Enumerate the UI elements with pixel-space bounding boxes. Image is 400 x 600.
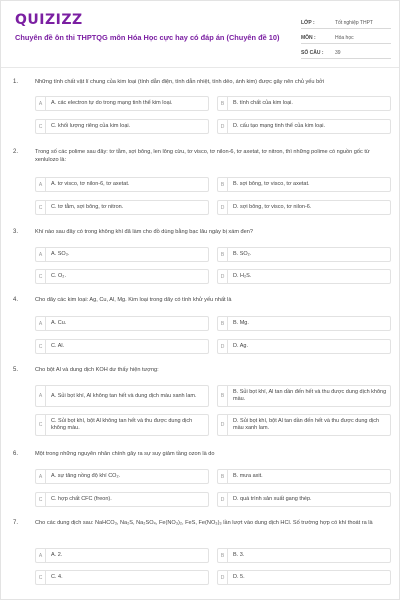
option-text: C. Al.: [51, 343, 65, 349]
option-c[interactable]: [35, 339, 209, 354]
meta-label: LỚP :: [301, 20, 315, 26]
meta-label: SỐ CÂU :: [301, 50, 324, 56]
question-number: 7.: [13, 520, 19, 526]
option-c[interactable]: [35, 570, 209, 585]
question-number: 2.: [13, 149, 19, 155]
question-number: 4.: [13, 297, 19, 303]
option-letter: C: [36, 571, 46, 584]
option-a[interactable]: [35, 177, 209, 192]
question-text: Trong số các polime sau đây: tơ tằm, sợi bông, len lông cừu, tơ visco, tơ nilon-6, tơ axetat, tơ nitron, thì những polime có nguồn gốc từ xenlulozo là:: [35, 149, 370, 163]
option-text: C. 4.: [51, 574, 63, 580]
meta-box: [301, 14, 391, 59]
option-letter: D: [218, 571, 228, 584]
option-letter: C: [36, 270, 46, 283]
meta-value: Hóa học: [335, 35, 354, 41]
option-letter: B: [218, 549, 228, 562]
question-number: 1.: [13, 79, 19, 85]
option-text: D. quá trình sản xuất gang thép.: [233, 496, 312, 502]
option-letter: D: [218, 340, 228, 353]
option-letter: A: [36, 317, 46, 330]
option-b[interactable]: [217, 247, 391, 262]
option-text: A. SO₃.: [51, 251, 70, 257]
option-letter: C: [36, 493, 46, 506]
question-text: Cho các dung dịch sau: NaHCO₃, Na₂S, Na₂SO₄, Fe(NO₃)₂, FeS, Fe(NO₃)₃ lần lượt vào dung dịch HCl. Số trường hợp có khí thoát ra là: [35, 520, 373, 526]
option-letter: B: [218, 248, 228, 261]
question-number: 5.: [13, 367, 19, 373]
option-letter: A: [36, 470, 46, 483]
option-text: B. Sủi bọt khí, Al tan dần đến hết và thu được dung dịch không màu.: [233, 389, 387, 402]
option-d[interactable]: [217, 339, 391, 354]
question-text: Khí nào sau đây có trong không khí đã làm cho đồ dùng bằng bạc lâu ngày bị xám đen?: [35, 229, 253, 235]
meta-value: Tốt nghiệp THPT: [335, 20, 373, 26]
option-text: A. sự tăng nồng độ khí CO₂.: [51, 473, 121, 479]
option-d[interactable]: [217, 414, 391, 436]
option-letter: A: [36, 97, 46, 110]
option-text: A. Sủi bọt khí, Al không tan hết và dung dịch màu xanh lam.: [51, 392, 197, 399]
option-c[interactable]: [35, 492, 209, 507]
option-letter: B: [218, 97, 228, 110]
meta-value: 39: [335, 50, 341, 56]
worksheet-header: [1, 1, 400, 63]
option-letter: D: [218, 415, 228, 435]
document-title: Chuyên đề ôn thi THPTQG môn Hóa Học cực hay có đáp án (Chuyên đề 10): [15, 33, 280, 42]
option-letter: C: [36, 120, 46, 133]
option-text: C. Sủi bọt khí, bột Al không tan hết và thu được dung dịch không màu.: [51, 418, 193, 431]
option-text: B. mưa axit.: [233, 473, 263, 479]
option-letter: A: [36, 248, 46, 261]
option-letter: A: [36, 549, 46, 562]
option-text: D. Sủi bọt khí, bột Al tan dần đến hết và thu được dung dịch màu xanh lam.: [233, 418, 380, 431]
option-text: A. tơ visco, tơ nilon-6, tơ axetat.: [51, 181, 130, 187]
option-c[interactable]: [35, 200, 209, 215]
option-letter: C: [36, 340, 46, 353]
question-text: Cho dãy các kim loại: Ag, Cu, Al, Mg. Kim loại trong dãy có tính khử yếu nhất là: [35, 297, 232, 303]
option-text: B. tính chất của kim loại.: [233, 100, 293, 106]
option-text: A. 2.: [51, 552, 63, 558]
option-letter: D: [218, 493, 228, 506]
question-text: Cho bột Al và dung dịch KOH dư thấy hiện tượng:: [35, 367, 159, 373]
option-text: D. cấu tạo mạng tinh thể của kim loại.: [233, 123, 326, 129]
option-a[interactable]: [35, 385, 209, 407]
header-divider: [1, 67, 400, 68]
option-letter: A: [36, 178, 46, 191]
option-letter: D: [218, 120, 228, 133]
option-text: B. Mg.: [233, 320, 249, 326]
option-a[interactable]: [35, 316, 209, 331]
option-b[interactable]: [217, 469, 391, 484]
meta-row-class: [301, 14, 391, 29]
option-d[interactable]: [217, 269, 391, 284]
option-letter: B: [218, 178, 228, 191]
option-text: D. 5.: [233, 574, 245, 580]
quizizz-logo: QUIZIZZ: [15, 12, 83, 28]
option-c[interactable]: [35, 414, 209, 436]
option-c[interactable]: [35, 119, 209, 134]
option-text: C. hợp chất CFC (freon).: [51, 496, 112, 502]
option-b[interactable]: [217, 385, 391, 407]
option-letter: C: [36, 201, 46, 214]
option-text: A. các electron tự do trong mạng tinh thể kim loại.: [51, 100, 173, 106]
option-d[interactable]: [217, 570, 391, 585]
option-text: C. khối lượng riêng của kim loại.: [51, 123, 131, 129]
option-d[interactable]: [217, 119, 391, 134]
option-b[interactable]: [217, 316, 391, 331]
option-a[interactable]: [35, 247, 209, 262]
option-text: B. 3.: [233, 552, 245, 558]
question-number: 6.: [13, 451, 19, 457]
option-text: D. H₂S.: [233, 273, 252, 279]
option-b[interactable]: [217, 177, 391, 192]
meta-row-count: [301, 44, 391, 59]
option-letter: A: [36, 386, 46, 406]
option-c[interactable]: [35, 269, 209, 284]
option-b[interactable]: [217, 548, 391, 563]
option-text: C. O₂.: [51, 273, 66, 279]
option-text: D. Ag.: [233, 343, 248, 349]
option-text: B. sợi bông, tơ visco, tơ axetat.: [233, 181, 310, 187]
option-letter: B: [218, 470, 228, 483]
option-d[interactable]: [217, 492, 391, 507]
option-a[interactable]: [35, 96, 209, 111]
option-b[interactable]: [217, 96, 391, 111]
option-letter: B: [218, 386, 228, 406]
meta-row-subject: [301, 29, 391, 44]
question-number: 3.: [13, 229, 19, 235]
option-letter: C: [36, 415, 46, 435]
option-d[interactable]: [217, 200, 391, 215]
question-text: Một trong những nguyên nhân chính gây ra sự suy giảm tầng ozon là do: [35, 451, 215, 457]
option-text: B. SO₂.: [233, 251, 252, 257]
option-a[interactable]: [35, 469, 209, 484]
option-letter: D: [218, 270, 228, 283]
question-text: Những tính chất vật lí chung của kim loại (tính dẫn điện, tính dẫn nhiệt, tính dẻo, ánh kim) được gây nên chủ yếu bởi: [35, 79, 325, 85]
option-a[interactable]: [35, 548, 209, 563]
option-text: C. tơ tằm, sợi bông, tơ nitron.: [51, 204, 124, 210]
meta-label: MÔN :: [301, 35, 316, 41]
option-text: D. sợi bông, tơ visco, tơ nilon-6.: [233, 204, 312, 210]
option-letter: B: [218, 317, 228, 330]
option-text: A. Cu.: [51, 320, 67, 326]
option-letter: D: [218, 201, 228, 214]
